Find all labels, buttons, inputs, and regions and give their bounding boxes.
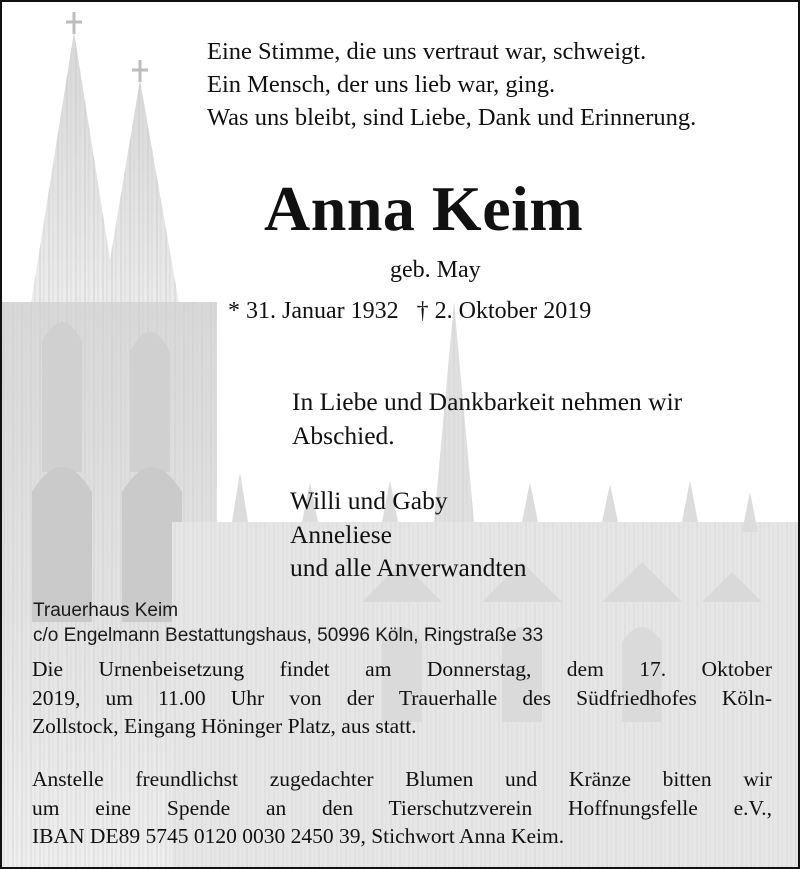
farewell-text (292, 385, 682, 453)
address-line: c/o Engelmann Bestattungshaus, 50996 Köln, Ringstraße 33 (33, 625, 544, 646)
donation-notice-line: IBAN DE89 5745 0120 0030 2450 39, Stichwort Anna Keim. (32, 824, 565, 848)
donation-notice-line: Anstelle freundlichst zugedachter Blumen und Kränze bitten wir (32, 767, 772, 791)
farewell-line: Abschied. (292, 421, 395, 450)
farewell-line: In Liebe und Dankbarkeit nehmen wir (292, 387, 683, 416)
burial-notice (32, 655, 772, 741)
donation-notice (32, 765, 772, 851)
maiden-name: geb. May (390, 257, 481, 283)
burial-notice-line: 2019, um 11.00 Uhr von der Trauerhalle des Südfriedhofes Köln- (32, 685, 772, 710)
donation-notice-line: um eine Spende an den Tierschutzverein Hoffnungsfelle e.V., (32, 795, 772, 820)
deceased-name: Anna Keim (264, 173, 584, 244)
mourning-address (33, 598, 543, 648)
poem-line: Eine Stimme, die uns vertraut war, schweigt. (207, 38, 647, 65)
mourner-entry: Willi und Gaby (290, 486, 448, 515)
burial-notice-line: Zollstock, Eingang Höninger Platz, aus statt. (32, 714, 417, 738)
burial-notice-line: Die Urnenbeisetzung findet am Donnerstag, dem 17. Oktober (32, 657, 772, 681)
life-dates (228, 298, 591, 325)
mourner-entry: Anneliese (290, 519, 392, 549)
address-line: Trauerhaus Keim (33, 600, 179, 621)
poem-line: Ein Mensch, der uns lieb war, ging. (207, 71, 556, 98)
birth-date: * 31. Januar 1932 (228, 298, 399, 324)
opening-poem (207, 35, 696, 134)
mourner-entry: und alle Anverwandten (290, 553, 527, 582)
poem-line: Was uns bleibt, sind Liebe, Dank und Erinnerung. (207, 104, 697, 131)
death-date: † 2. Oktober 2019 (416, 298, 592, 324)
mourners-list (290, 484, 527, 585)
